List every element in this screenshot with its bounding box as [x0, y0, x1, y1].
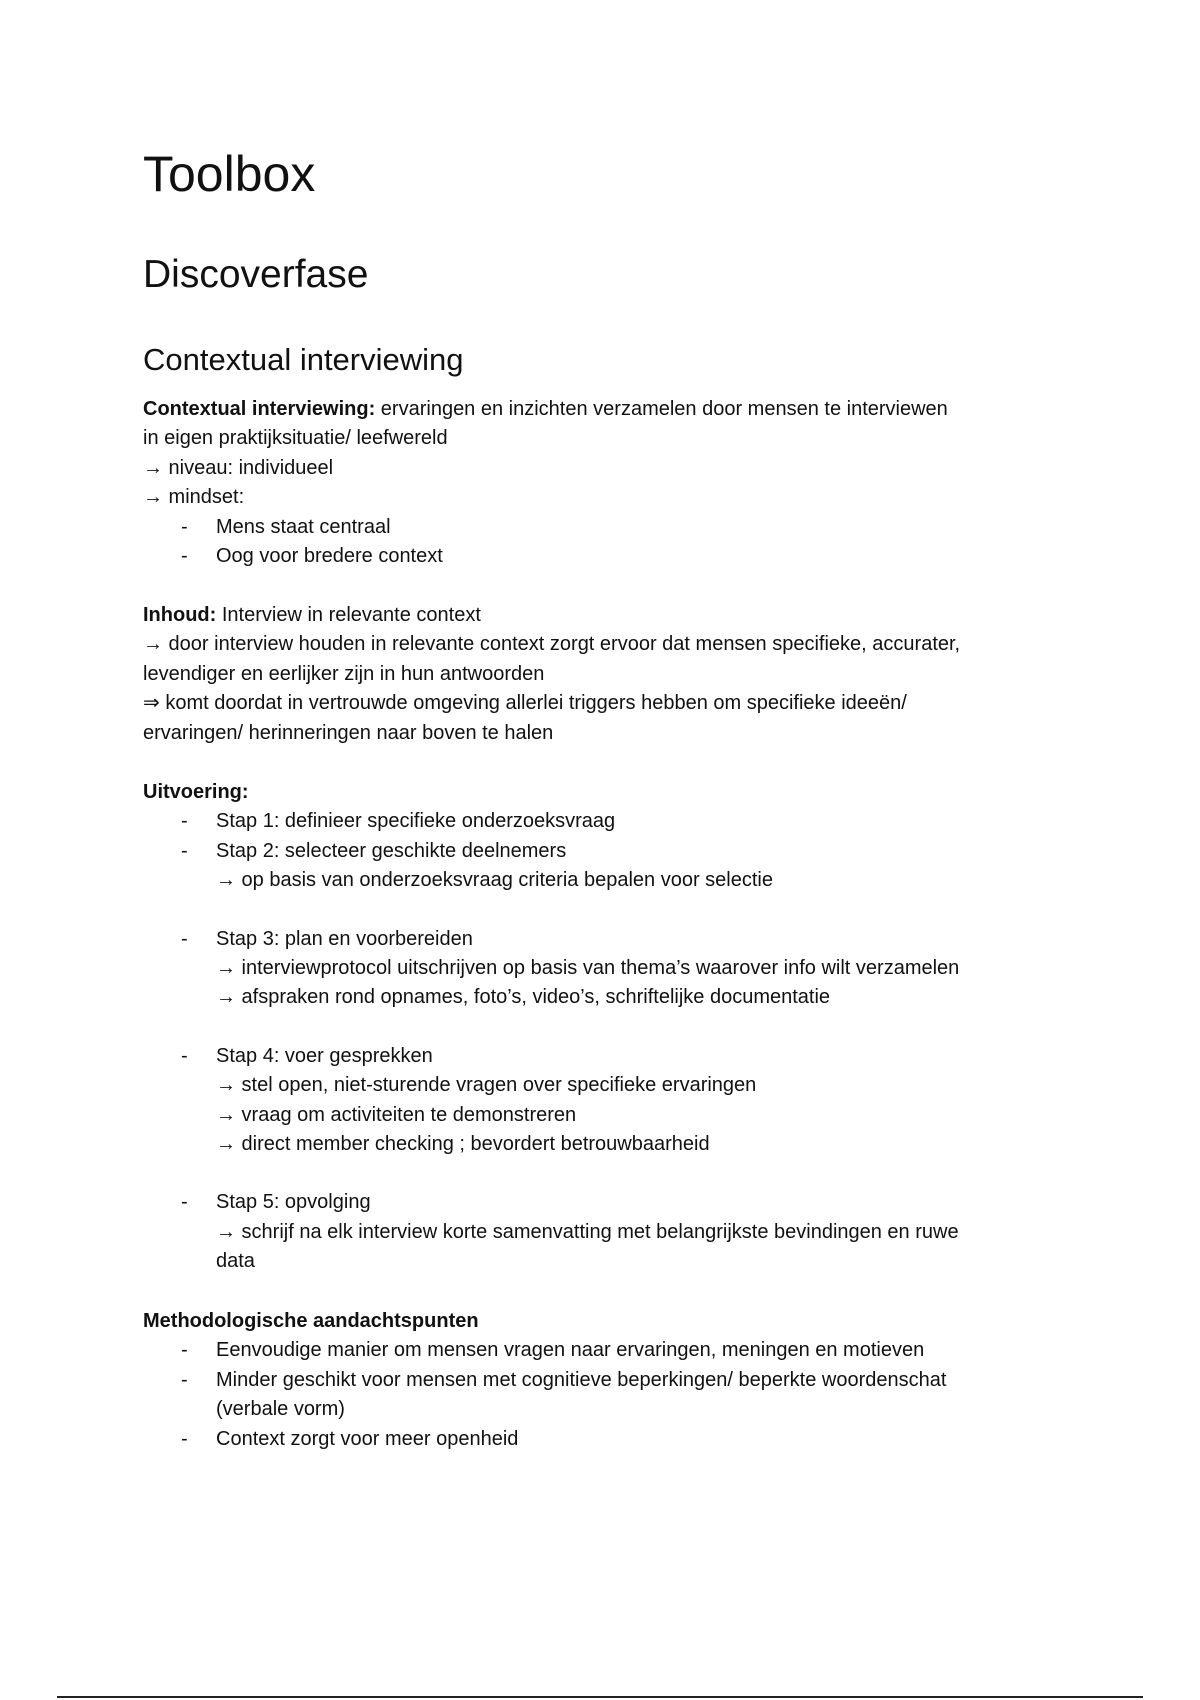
- step-detail: → stel open, niet-sturende vragen over specifieke ervaringen: [216, 1074, 757, 1097]
- step-detail: → direct member checking ; bevordert betrouwbaarheid: [216, 1133, 710, 1156]
- bullet-dash: -: [181, 1044, 188, 1067]
- intro-definition-cont: in eigen praktijksituatie/ leefwereld: [143, 427, 448, 450]
- bullet-dash: -: [181, 839, 188, 862]
- bullet-dash: -: [181, 1427, 188, 1450]
- list-item-cont: (verbale vorm): [216, 1398, 345, 1421]
- inhoud-heading: Inhoud: Interview in relevante context: [143, 604, 481, 626]
- bullet-dash: -: [181, 1191, 188, 1214]
- method-label: Methodologische aandachtspunten: [143, 1310, 479, 1332]
- list-item: - Oog voor bredere context: [143, 542, 1093, 571]
- intro-definition: Contextual interviewing: ervaringen en inzichten verzamelen door mensen te interviewen: [143, 398, 948, 420]
- uitvoering-block: [143, 778, 1093, 1277]
- bullet-dash: -: [181, 810, 188, 833]
- intro-label: Contextual interviewing:: [143, 398, 376, 420]
- list-item: - Eenvoudige manier om mensen vragen naar ervaringen, meningen en motieven: [143, 1336, 1093, 1365]
- step-detail: → afspraken rond opnames, foto’s, video’s, schriftelijke documentatie: [216, 986, 831, 1009]
- step-item: - Stap 4: voer gesprekken: [143, 1042, 1093, 1071]
- bullet-dash: -: [181, 545, 188, 568]
- step-detail: data: [216, 1250, 255, 1273]
- step-detail: → interviewprotocol uitschrijven op basis van thema’s waarover info wilt verzamelen: [216, 957, 960, 980]
- step-item: - Stap 2: selecteer geschikte deelnemers: [143, 837, 1093, 866]
- intro-level: → niveau: individueel: [143, 456, 334, 479]
- document-title: Toolbox: [143, 146, 316, 202]
- bullet-dash: -: [181, 1368, 188, 1391]
- step-detail: → vraag om activiteiten te demonstreren: [216, 1103, 577, 1126]
- step-item: - Stap 1: definieer specifieke onderzoeksvraag: [143, 807, 1093, 836]
- list-item: - Mens staat centraal: [143, 513, 1093, 542]
- method-block: [143, 1307, 1093, 1454]
- list-item: - Context zorgt voor meer openheid: [143, 1425, 1093, 1454]
- list-item: - Minder geschikt voor mensen met cognitieve beperkingen/ beperkte woordenschat: [143, 1366, 1093, 1395]
- inhoud-line: ⇒ komt doordat in vertrouwde omgeving allerlei triggers hebben om specifieke ideeën/: [143, 692, 907, 715]
- bullet-dash: -: [181, 1339, 188, 1362]
- step-detail: → schrijf na elk interview korte samenvatting met belangrijkste bevindingen en ruwe: [216, 1220, 959, 1243]
- inhoud-line: levendiger en eerlijker zijn in hun antwoorden: [143, 662, 545, 685]
- step-detail: → op basis van onderzoeksvraag criteria bepalen voor selectie: [216, 869, 773, 892]
- inhoud-line: ervaringen/ herinneringen naar boven te halen: [143, 721, 554, 744]
- section-heading: Contextual interviewing: [143, 342, 464, 377]
- intro-block: [143, 395, 1093, 571]
- step-item: - Stap 3: plan en voorbereiden: [143, 925, 1093, 954]
- inhoud-label: Inhoud:: [143, 604, 217, 626]
- intro-mindset: → mindset:: [143, 486, 245, 509]
- bullet-dash: -: [181, 927, 188, 950]
- inhoud-line: → door interview houden in relevante context zorgt ervoor dat mensen specifieke, accurater,: [143, 633, 961, 656]
- inhoud-block: [143, 601, 1093, 748]
- uitvoering-label: Uitvoering:: [143, 781, 249, 803]
- bullet-dash: -: [181, 515, 188, 538]
- step-item: - Stap 5: opvolging: [143, 1188, 1093, 1217]
- footer-rule: [57, 1696, 1143, 1698]
- phase-heading: Discoverfase: [143, 253, 369, 296]
